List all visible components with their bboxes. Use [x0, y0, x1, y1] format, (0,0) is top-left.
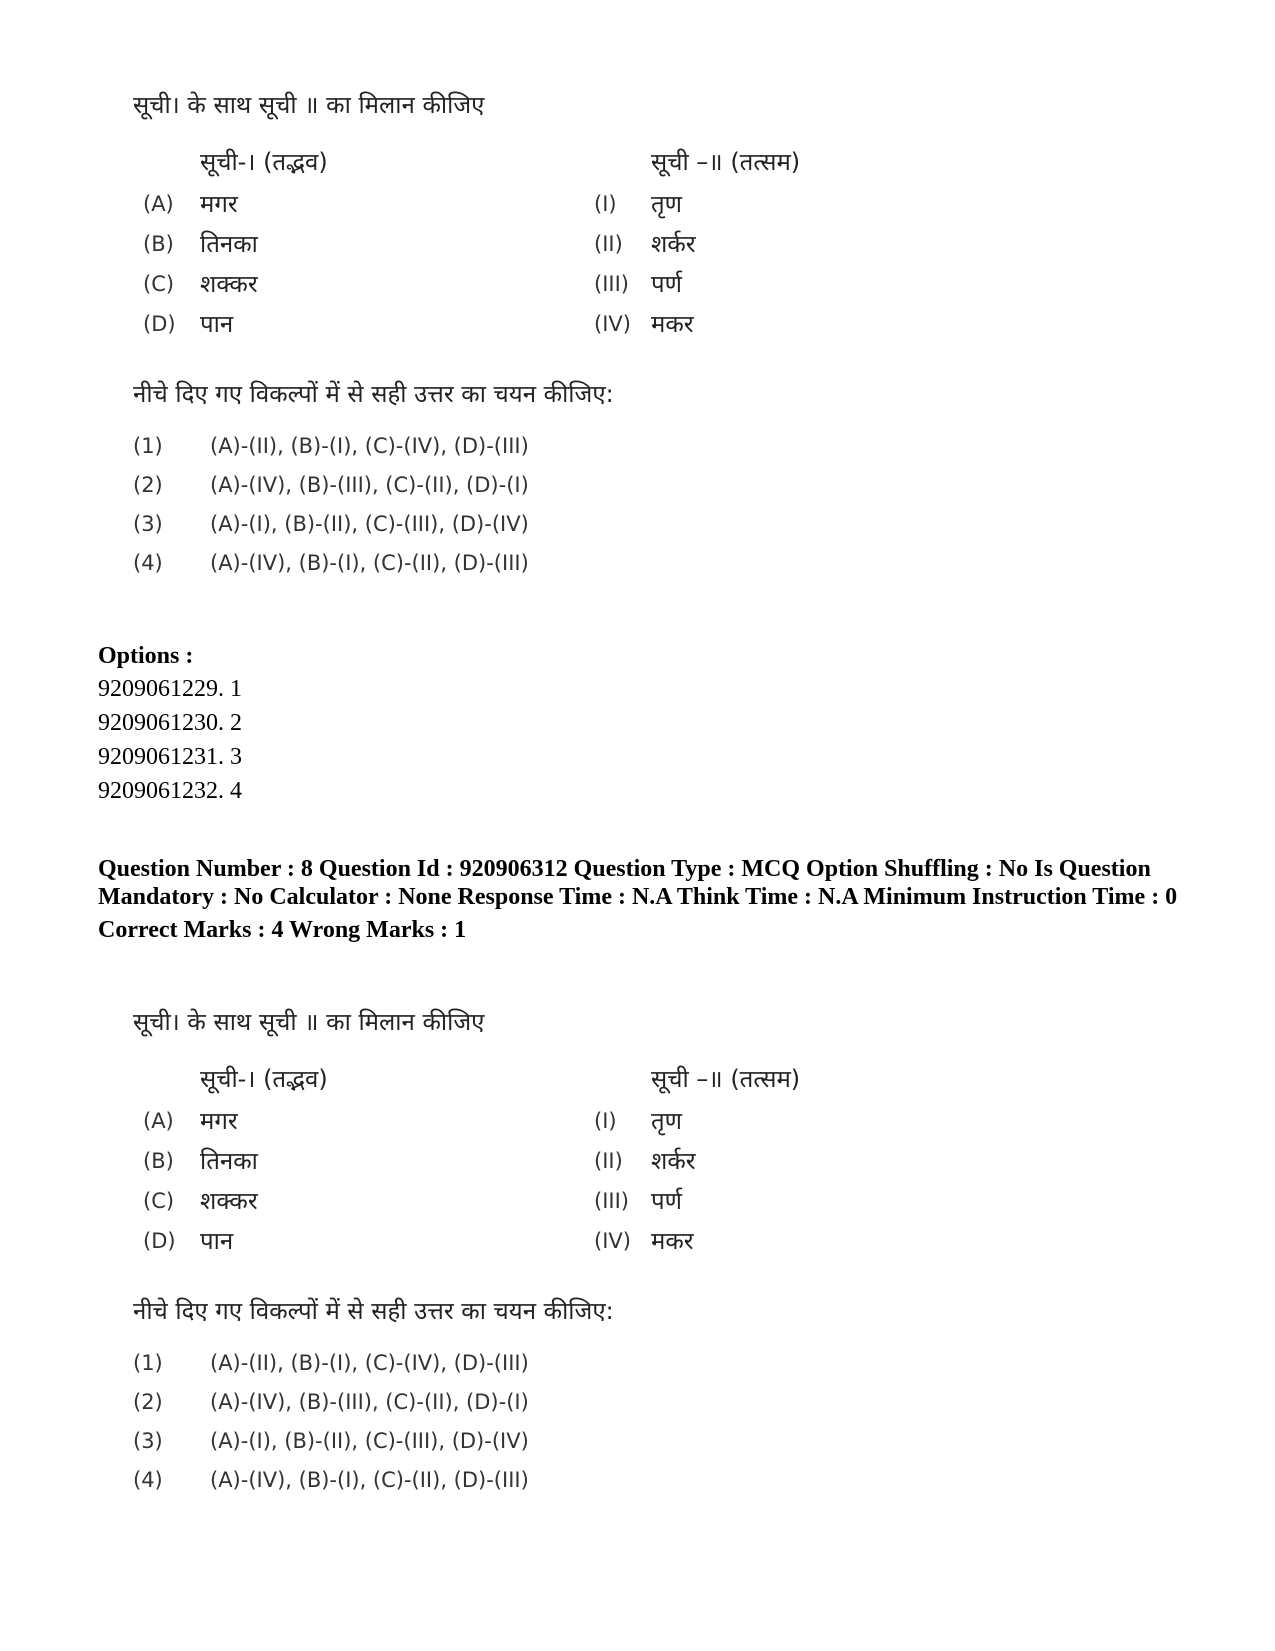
answer-number: (2) — [133, 473, 163, 497]
list1-label: (B) — [143, 232, 174, 256]
option-item: 9209061232. 4 — [98, 778, 242, 804]
list1-label: (C) — [143, 272, 175, 296]
answer-number: (1) — [133, 1351, 163, 1375]
question-metadata — [98, 855, 1188, 944]
answer-text: (A)-(I), (B)-(II), (C)-(III), (D)-(IV) — [210, 512, 529, 536]
instruction-text: सूची। के साथ सूची ॥ का मिलान कीजिए — [133, 1008, 485, 1036]
list2-item: तृण — [651, 190, 683, 218]
list2-item: पर्ण — [651, 270, 682, 298]
prompt-text: नीचे दिए गए विकल्पों में से सही उत्तर का चयन कीजिए: — [133, 380, 614, 408]
answer-number: (1) — [133, 434, 163, 458]
answer-number: (3) — [133, 1429, 163, 1453]
answer-number: (4) — [133, 551, 163, 575]
list1-label: (B) — [143, 1149, 174, 1173]
option-item: 9209061231. 3 — [98, 744, 242, 770]
question-marks: Correct Marks : 4 Wrong Marks : 1 — [98, 917, 467, 943]
list2-item: मकर — [651, 1227, 694, 1255]
list1-label: (D) — [143, 1229, 176, 1253]
answer-number: (4) — [133, 1468, 163, 1492]
answer-text: (A)-(II), (B)-(I), (C)-(IV), (D)-(III) — [210, 434, 529, 458]
list2-label: (II) — [594, 232, 623, 256]
list1-item: मगर — [200, 1107, 238, 1135]
list2-item: शर्कर — [651, 1147, 696, 1175]
answer-number: (3) — [133, 512, 163, 536]
list1-item: शक्कर — [200, 1187, 258, 1215]
question-details: Question Number : 8 Question Id : 920906312 Question Type : MCQ Option Shuffling : No Is Question Mandatory : No Calculator : None Response Time : N.A Think Time : N.A Minimum Instruction Time : 0 — [98, 856, 1178, 910]
list2-item: शर्कर — [651, 230, 696, 258]
list1-header: सूची-। (तद्भव) — [200, 148, 328, 176]
list2-header: सूची –॥ (तत्सम) — [651, 148, 801, 176]
options-heading: Options : — [98, 643, 194, 669]
list1-item: तिनका — [200, 1147, 258, 1175]
list2-label: (III) — [594, 1189, 629, 1213]
answer-number: (2) — [133, 1390, 163, 1414]
answer-text: (A)-(IV), (B)-(I), (C)-(II), (D)-(III) — [210, 551, 529, 575]
list1-item: मगर — [200, 190, 238, 218]
list1-label: (A) — [143, 192, 174, 216]
list2-header: सूची –॥ (तत्सम) — [651, 1065, 801, 1093]
list2-item: मकर — [651, 310, 694, 338]
list2-label: (IV) — [594, 312, 631, 336]
list1-label: (A) — [143, 1109, 174, 1133]
option-item: 9209061229. 1 — [98, 676, 242, 702]
list2-item: तृण — [651, 1107, 683, 1135]
list2-label: (IV) — [594, 1229, 631, 1253]
prompt-text: नीचे दिए गए विकल्पों में से सही उत्तर का चयन कीजिए: — [133, 1297, 614, 1325]
list1-label: (D) — [143, 312, 176, 336]
list2-label: (I) — [594, 192, 617, 216]
list2-item: पर्ण — [651, 1187, 682, 1215]
option-item: 9209061230. 2 — [98, 710, 242, 736]
answer-text: (A)-(II), (B)-(I), (C)-(IV), (D)-(III) — [210, 1351, 529, 1375]
list1-item: शक्कर — [200, 270, 258, 298]
list1-item: पान — [200, 1227, 234, 1255]
list2-label: (III) — [594, 272, 629, 296]
answer-text: (A)-(I), (B)-(II), (C)-(III), (D)-(IV) — [210, 1429, 529, 1453]
answer-text: (A)-(IV), (B)-(III), (C)-(II), (D)-(I) — [210, 473, 529, 497]
options-list — [98, 640, 242, 808]
list2-label: (II) — [594, 1149, 623, 1173]
list1-label: (C) — [143, 1189, 175, 1213]
instruction-text: सूची। के साथ सूची ॥ का मिलान कीजिए — [133, 91, 485, 119]
answer-text: (A)-(IV), (B)-(I), (C)-(II), (D)-(III) — [210, 1468, 529, 1492]
list2-label: (I) — [594, 1109, 617, 1133]
list1-item: पान — [200, 310, 234, 338]
list1-item: तिनका — [200, 230, 258, 258]
answer-text: (A)-(IV), (B)-(III), (C)-(II), (D)-(I) — [210, 1390, 529, 1414]
list1-header: सूची-। (तद्भव) — [200, 1065, 328, 1093]
